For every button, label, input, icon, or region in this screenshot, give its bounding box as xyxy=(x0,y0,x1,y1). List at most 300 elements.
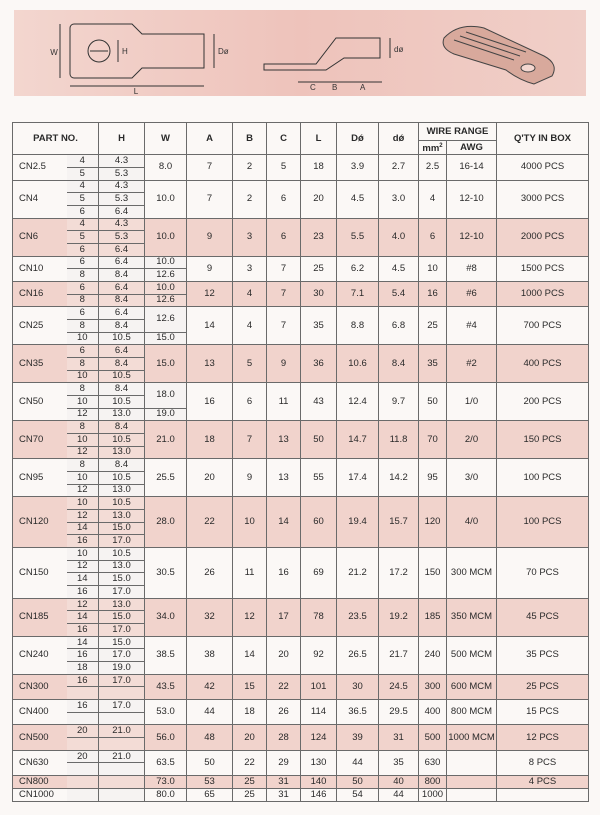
wire-mm2-value: 10 xyxy=(419,256,447,281)
hole-h-value: 6.4 xyxy=(99,281,145,294)
spec-table-body xyxy=(13,155,589,802)
stud-size: 6 xyxy=(67,345,99,358)
l-value: 25 xyxy=(301,256,337,281)
d-cap-value: 6.2 xyxy=(337,256,379,281)
b-value: 9 xyxy=(233,459,267,497)
stud-size: 4 xyxy=(67,180,99,193)
wire-mm2-value: 240 xyxy=(419,636,447,674)
wire-awg-value: 12-10 xyxy=(447,180,497,218)
stud-size: 10 xyxy=(67,497,99,510)
hole-h-value: 21.0 xyxy=(99,750,145,763)
d-small-value: 6.8 xyxy=(379,307,419,345)
header-d-small: dǿ xyxy=(379,123,419,155)
a-value: 53 xyxy=(187,776,233,789)
hole-h-value: 19.0 xyxy=(99,662,145,675)
l-value: 43 xyxy=(301,383,337,421)
wire-awg-value: 12-10 xyxy=(447,218,497,256)
product-diagram-banner xyxy=(14,10,586,96)
qty-in-box: 15 PCS xyxy=(497,700,589,725)
w-value: 25.5 xyxy=(145,459,187,497)
stud-size: 14 xyxy=(67,611,99,624)
a-value: 9 xyxy=(187,256,233,281)
wire-mm2-value: 6 xyxy=(419,218,447,256)
header-mm2-superscript: 2 xyxy=(439,143,443,149)
a-value: 32 xyxy=(187,598,233,636)
w-value: 18.0 xyxy=(145,383,187,408)
b-value: 18 xyxy=(233,700,267,725)
d-cap-value: 21.2 xyxy=(337,547,379,598)
header-wire-range: WIRE RANGE xyxy=(419,123,497,141)
hole-h-value xyxy=(99,776,145,789)
w-value: 30.5 xyxy=(145,547,187,598)
hole-h-value: 17.0 xyxy=(99,674,145,687)
d-cap-value: 4.5 xyxy=(337,180,379,218)
stud-size: 14 xyxy=(67,573,99,586)
qty-in-box: 2000 PCS xyxy=(497,218,589,256)
w-value: 12.6 xyxy=(145,294,187,307)
hole-h-value: 8.4 xyxy=(99,421,145,434)
l-value: 60 xyxy=(301,497,337,548)
stud-size xyxy=(67,763,99,776)
w-value: 10.0 xyxy=(145,256,187,269)
stud-size: 10 xyxy=(67,332,99,345)
table-row xyxy=(13,383,589,396)
qty-in-box: 4 PCS xyxy=(497,776,589,789)
part-number: CN95 xyxy=(13,459,67,497)
table-row xyxy=(13,345,589,358)
hole-h-value: 10.5 xyxy=(99,370,145,383)
table-row xyxy=(13,256,589,269)
d-cap-value: 36.5 xyxy=(337,700,379,725)
table-row xyxy=(13,459,589,472)
part-number: CN185 xyxy=(13,598,67,636)
lug-side-view xyxy=(264,38,390,82)
wire-mm2-value: 400 xyxy=(419,700,447,725)
header-l: L xyxy=(301,123,337,155)
d-small-value: 17.2 xyxy=(379,547,419,598)
hole-h-value: 8.4 xyxy=(99,294,145,307)
b-value: 2 xyxy=(233,155,267,180)
c-value: 22 xyxy=(267,674,301,699)
b-value: 7 xyxy=(233,421,267,459)
d-cap-value: 19.4 xyxy=(337,497,379,548)
header-h: H xyxy=(99,123,145,155)
wire-mm2-value: 1000 xyxy=(419,788,447,801)
hole-h-value xyxy=(99,712,145,725)
l-value: 69 xyxy=(301,547,337,598)
d-small-value: 29.5 xyxy=(379,700,419,725)
b-value: 5 xyxy=(233,345,267,383)
a-value: 48 xyxy=(187,725,233,750)
wire-awg-value: 3/0 xyxy=(447,459,497,497)
wire-awg-value: #4 xyxy=(447,307,497,345)
stud-size xyxy=(67,687,99,700)
table-row xyxy=(13,725,589,738)
d-small-value: 44 xyxy=(379,788,419,801)
c-value: 7 xyxy=(267,307,301,345)
stud-size: 16 xyxy=(67,649,99,662)
w-value: 10.0 xyxy=(145,218,187,256)
stud-size: 8 xyxy=(67,269,99,282)
b-value: 6 xyxy=(233,383,267,421)
d-small-value: 9.7 xyxy=(379,383,419,421)
a-value: 50 xyxy=(187,750,233,775)
qty-in-box: 1000 PCS xyxy=(497,281,589,306)
hole-h-value: 8.4 xyxy=(99,269,145,282)
hole-h-value: 13.0 xyxy=(99,484,145,497)
wire-awg-value: 500 MCM xyxy=(447,636,497,674)
w-value: 28.0 xyxy=(145,497,187,548)
hole-h-value xyxy=(99,788,145,801)
header-a: A xyxy=(187,123,233,155)
dimension-label-c: C xyxy=(310,83,316,92)
d-small-value: 8.4 xyxy=(379,345,419,383)
stud-size: 4 xyxy=(67,155,99,168)
table-row xyxy=(13,788,589,801)
qty-in-box: 8 PCS xyxy=(497,750,589,775)
a-value: 22 xyxy=(187,497,233,548)
stud-size: 18 xyxy=(67,662,99,675)
part-number: CN70 xyxy=(13,421,67,459)
d-small-value: 14.2 xyxy=(379,459,419,497)
part-number: CN6 xyxy=(13,218,67,256)
table-row xyxy=(13,700,589,713)
stud-size: 16 xyxy=(67,624,99,637)
stud-size: 8 xyxy=(67,421,99,434)
table-row xyxy=(13,636,589,649)
c-value: 5 xyxy=(267,155,301,180)
stud-size: 8 xyxy=(67,319,99,332)
l-value: 146 xyxy=(301,788,337,801)
b-value: 12 xyxy=(233,598,267,636)
d-small-value: 35 xyxy=(379,750,419,775)
hole-h-value: 8.4 xyxy=(99,357,145,370)
hole-h-value: 10.5 xyxy=(99,332,145,345)
l-value: 101 xyxy=(301,674,337,699)
d-cap-value: 30 xyxy=(337,674,379,699)
c-value: 31 xyxy=(267,776,301,789)
a-value: 26 xyxy=(187,547,233,598)
table-row xyxy=(13,750,589,763)
wire-awg-value: 2/0 xyxy=(447,421,497,459)
qty-in-box xyxy=(497,788,589,801)
stud-size: 8 xyxy=(67,294,99,307)
d-small-value: 3.0 xyxy=(379,180,419,218)
header-awg: AWG xyxy=(447,141,497,155)
stud-size: 10 xyxy=(67,547,99,560)
a-value: 38 xyxy=(187,636,233,674)
stud-size xyxy=(67,738,99,751)
qty-in-box: 150 PCS xyxy=(497,421,589,459)
d-small-value: 11.8 xyxy=(379,421,419,459)
w-value: 34.0 xyxy=(145,598,187,636)
dimension-label-h: H xyxy=(122,47,128,56)
stud-size xyxy=(67,712,99,725)
hole-h-value: 4.3 xyxy=(99,155,145,168)
hole-h-value: 13.0 xyxy=(99,560,145,573)
hole-h-value: 6.4 xyxy=(99,243,145,256)
stud-size: 12 xyxy=(67,598,99,611)
header-w: W xyxy=(145,123,187,155)
hole-h-value: 5.3 xyxy=(99,193,145,206)
part-number: CN800 xyxy=(13,776,67,789)
stud-size: 5 xyxy=(67,231,99,244)
wire-mm2-value: 150 xyxy=(419,547,447,598)
d-cap-value: 3.9 xyxy=(337,155,379,180)
part-number: CN10 xyxy=(13,256,67,281)
b-value: 4 xyxy=(233,307,267,345)
qty-in-box: 12 PCS xyxy=(497,725,589,750)
d-cap-value: 8.8 xyxy=(337,307,379,345)
a-value: 16 xyxy=(187,383,233,421)
hole-h-value: 6.4 xyxy=(99,345,145,358)
l-value: 78 xyxy=(301,598,337,636)
table-row xyxy=(13,598,589,611)
hole-h-value: 8.4 xyxy=(99,459,145,472)
b-value: 15 xyxy=(233,674,267,699)
part-number: CN400 xyxy=(13,700,67,725)
c-value: 7 xyxy=(267,256,301,281)
part-number: CN25 xyxy=(13,307,67,345)
stud-size: 20 xyxy=(67,725,99,738)
qty-in-box: 45 PCS xyxy=(497,598,589,636)
stud-size: 16 xyxy=(67,674,99,687)
hole-h-value: 4.3 xyxy=(99,218,145,231)
wire-awg-value: 16-14 xyxy=(447,155,497,180)
hole-h-value: 13.0 xyxy=(99,598,145,611)
w-value: 15.0 xyxy=(145,345,187,383)
a-value: 18 xyxy=(187,421,233,459)
d-cap-value: 26.5 xyxy=(337,636,379,674)
wire-mm2-value: 4 xyxy=(419,180,447,218)
d-cap-value: 14.7 xyxy=(337,421,379,459)
wire-awg-value: 600 MCM xyxy=(447,674,497,699)
part-number: CN50 xyxy=(13,383,67,421)
b-value: 3 xyxy=(233,218,267,256)
hole-h-value: 5.3 xyxy=(99,231,145,244)
header-part-no: PART NO. xyxy=(13,123,99,155)
table-row xyxy=(13,218,589,231)
d-small-value: 4.5 xyxy=(379,256,419,281)
c-value: 6 xyxy=(267,218,301,256)
d-cap-value: 7.1 xyxy=(337,281,379,306)
qty-in-box: 3000 PCS xyxy=(497,180,589,218)
d-small-value: 4.0 xyxy=(379,218,419,256)
stud-size xyxy=(67,776,99,789)
wire-mm2-value: 16 xyxy=(419,281,447,306)
c-value: 28 xyxy=(267,725,301,750)
w-value: 15.0 xyxy=(145,332,187,345)
stud-size: 8 xyxy=(67,383,99,396)
d-small-value: 24.5 xyxy=(379,674,419,699)
d-cap-value: 54 xyxy=(337,788,379,801)
wire-mm2-value: 120 xyxy=(419,497,447,548)
a-value: 7 xyxy=(187,155,233,180)
wire-awg-value: 300 MCM xyxy=(447,547,497,598)
c-value: 26 xyxy=(267,700,301,725)
hole-h-value xyxy=(99,738,145,751)
c-value: 14 xyxy=(267,497,301,548)
terminal-lug-spec-table xyxy=(12,122,589,802)
table-row xyxy=(13,281,589,294)
a-value: 42 xyxy=(187,674,233,699)
wire-mm2-value: 630 xyxy=(419,750,447,775)
d-small-value: 15.7 xyxy=(379,497,419,548)
wire-mm2-value: 50 xyxy=(419,383,447,421)
dimension-label-a: A xyxy=(360,83,366,92)
hole-h-value: 6.4 xyxy=(99,307,145,320)
a-value: 12 xyxy=(187,281,233,306)
part-number: CN630 xyxy=(13,750,67,775)
table-row xyxy=(13,307,589,320)
b-value: 22 xyxy=(233,750,267,775)
qty-in-box: 35 PCS xyxy=(497,636,589,674)
b-value: 2 xyxy=(233,180,267,218)
hole-h-value: 15.0 xyxy=(99,522,145,535)
d-small-value: 19.2 xyxy=(379,598,419,636)
d-cap-value: 39 xyxy=(337,725,379,750)
dimension-label-d-small: dø xyxy=(394,45,404,54)
stud-size: 4 xyxy=(67,218,99,231)
hole-h-value: 6.4 xyxy=(99,256,145,269)
stud-size: 12 xyxy=(67,408,99,421)
stud-size: 6 xyxy=(67,256,99,269)
qty-in-box: 100 PCS xyxy=(497,497,589,548)
wire-mm2-value: 300 xyxy=(419,674,447,699)
w-value: 43.5 xyxy=(145,674,187,699)
c-value: 16 xyxy=(267,547,301,598)
part-number: CN240 xyxy=(13,636,67,674)
wire-mm2-value: 185 xyxy=(419,598,447,636)
l-value: 130 xyxy=(301,750,337,775)
w-value: 12.6 xyxy=(145,269,187,282)
hole-h-value: 13.0 xyxy=(99,446,145,459)
part-number: CN500 xyxy=(13,725,67,750)
w-value: 80.0 xyxy=(145,788,187,801)
l-value: 23 xyxy=(301,218,337,256)
d-small-value: 40 xyxy=(379,776,419,789)
b-value: 11 xyxy=(233,547,267,598)
d-small-value: 31 xyxy=(379,725,419,750)
hole-h-value: 17.0 xyxy=(99,535,145,548)
stud-size: 12 xyxy=(67,446,99,459)
w-value: 21.0 xyxy=(145,421,187,459)
b-value: 10 xyxy=(233,497,267,548)
c-value: 17 xyxy=(267,598,301,636)
dimension-label-d-cap: Dø xyxy=(218,47,229,56)
w-value: 38.5 xyxy=(145,636,187,674)
wire-awg-value: 4/0 xyxy=(447,497,497,548)
c-value: 20 xyxy=(267,636,301,674)
b-value: 25 xyxy=(233,788,267,801)
hole-h-value: 17.0 xyxy=(99,649,145,662)
qty-in-box: 700 PCS xyxy=(497,307,589,345)
hole-h-value xyxy=(99,763,145,776)
w-value: 10.0 xyxy=(145,281,187,294)
wire-mm2-value: 2.5 xyxy=(419,155,447,180)
hole-h-value: 15.0 xyxy=(99,611,145,624)
hole-h-value: 21.0 xyxy=(99,725,145,738)
d-small-value: 2.7 xyxy=(379,155,419,180)
qty-in-box: 1500 PCS xyxy=(497,256,589,281)
hole-h-value: 4.3 xyxy=(99,180,145,193)
wire-mm2-value: 70 xyxy=(419,421,447,459)
qty-in-box: 25 PCS xyxy=(497,674,589,699)
table-row xyxy=(13,497,589,510)
c-value: 13 xyxy=(267,421,301,459)
dimension-label-w: W xyxy=(50,48,58,57)
d-cap-value: 12.4 xyxy=(337,383,379,421)
header-mm2 xyxy=(419,141,447,155)
wire-mm2-value: 95 xyxy=(419,459,447,497)
l-value: 140 xyxy=(301,776,337,789)
wire-awg-value: 800 MCM xyxy=(447,700,497,725)
dimension-label-l: L xyxy=(133,87,139,96)
w-value: 73.0 xyxy=(145,776,187,789)
wire-mm2-value: 800 xyxy=(419,776,447,789)
stud-size: 6 xyxy=(67,281,99,294)
wire-awg-value: #8 xyxy=(447,256,497,281)
d-cap-value: 17.4 xyxy=(337,459,379,497)
stud-size: 6 xyxy=(67,205,99,218)
hole-h-value xyxy=(99,687,145,700)
table-row xyxy=(13,547,589,560)
wire-awg-value xyxy=(447,788,497,801)
qty-in-box: 200 PCS xyxy=(497,383,589,421)
table-row xyxy=(13,421,589,434)
stud-size: 10 xyxy=(67,395,99,408)
header-qty: Q'TY IN BOX xyxy=(497,123,589,155)
hole-h-value: 5.3 xyxy=(99,167,145,180)
wire-awg-value: 1/0 xyxy=(447,383,497,421)
w-value: 8.0 xyxy=(145,155,187,180)
hole-h-value: 15.0 xyxy=(99,573,145,586)
hole-h-value: 17.0 xyxy=(99,700,145,713)
qty-in-box: 400 PCS xyxy=(497,345,589,383)
a-value: 65 xyxy=(187,788,233,801)
d-cap-value: 23.5 xyxy=(337,598,379,636)
b-value: 3 xyxy=(233,256,267,281)
w-value: 19.0 xyxy=(145,408,187,421)
stud-size: 6 xyxy=(67,307,99,320)
d-cap-value: 50 xyxy=(337,776,379,789)
c-value: 7 xyxy=(267,281,301,306)
l-value: 50 xyxy=(301,421,337,459)
l-value: 18 xyxy=(301,155,337,180)
part-number: CN4 xyxy=(13,180,67,218)
stud-size: 20 xyxy=(67,750,99,763)
c-value: 9 xyxy=(267,345,301,383)
d-cap-value: 5.5 xyxy=(337,218,379,256)
wire-awg-value: #6 xyxy=(447,281,497,306)
dimension-label-b: B xyxy=(332,83,338,92)
hole-h-value: 13.0 xyxy=(99,509,145,522)
w-value: 10.0 xyxy=(145,180,187,218)
stud-size: 10 xyxy=(67,471,99,484)
stud-size: 6 xyxy=(67,243,99,256)
table-row xyxy=(13,180,589,193)
d-small-value: 5.4 xyxy=(379,281,419,306)
l-value: 35 xyxy=(301,307,337,345)
c-value: 29 xyxy=(267,750,301,775)
stud-size: 10 xyxy=(67,370,99,383)
hole-h-value: 15.0 xyxy=(99,636,145,649)
part-number: CN120 xyxy=(13,497,67,548)
l-value: 30 xyxy=(301,281,337,306)
stud-size: 12 xyxy=(67,560,99,573)
w-value: 63.5 xyxy=(145,750,187,775)
hole-h-value: 10.5 xyxy=(99,547,145,560)
